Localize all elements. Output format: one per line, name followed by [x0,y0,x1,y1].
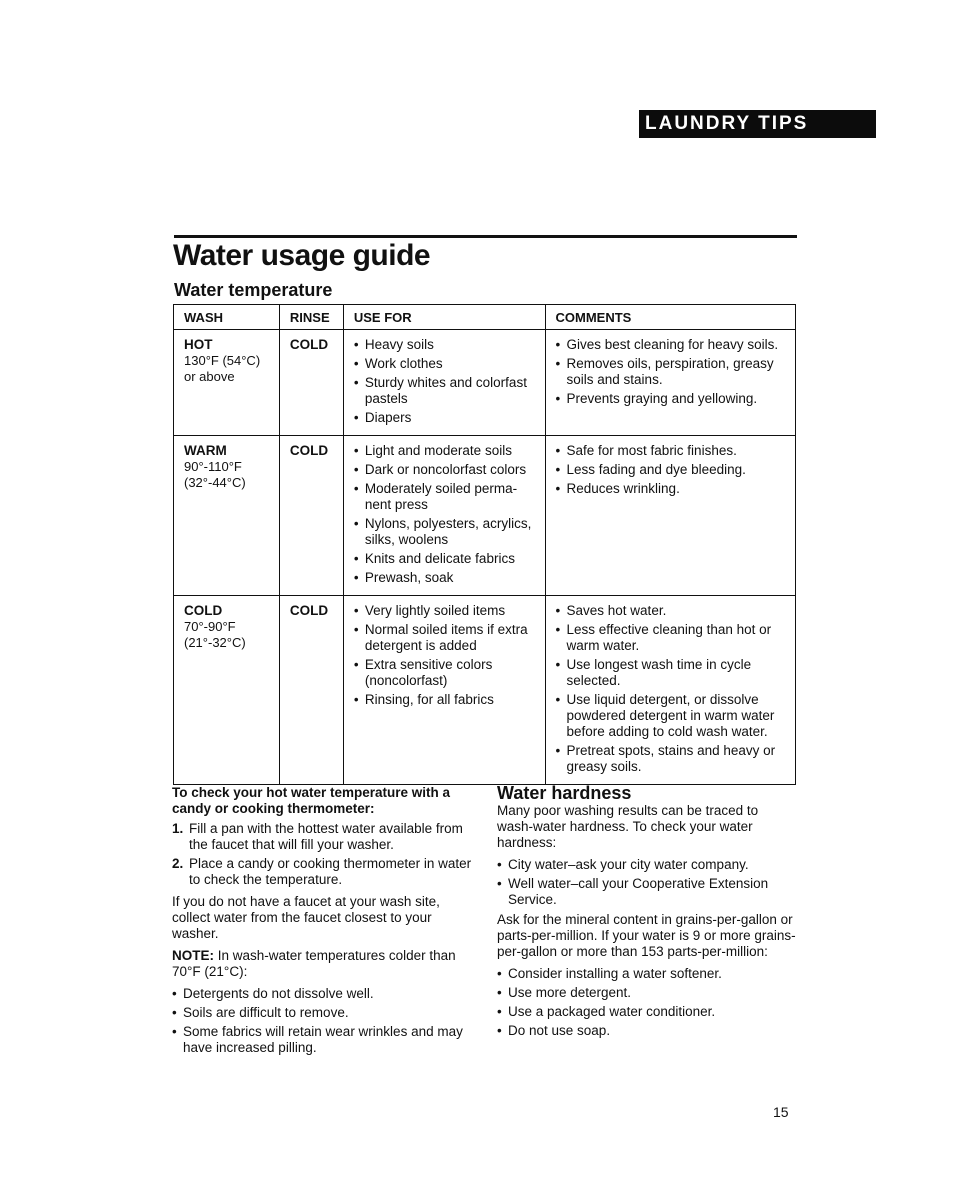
step-text: Fill a pan with the hottest water available from the faucet that will fill your washer. [189,821,463,852]
list-item: • Detergents do not dissolve well. [172,986,472,1002]
table-row [174,330,796,436]
step-text: Place a candy or cooking thermometer in water to check the temperature. [189,856,472,887]
wash-cell [174,596,280,785]
list-item: • City water–ask your city water company. [497,857,797,873]
step-number: 1. [172,821,184,836]
list-item: • Soils are difficult to remove. [172,1005,472,1021]
hardness-intro: Many poor washing results can be traced to wash-water hardness. To check your water hardness: [497,803,759,850]
list-item: • Do not use soap. [497,1023,797,1039]
table-body [174,330,796,785]
table-header-row [174,305,796,330]
cold-water-effects-list [172,986,472,1056]
comments-list [556,337,787,407]
comment-item: • Less effective cleaning than hot or warm water. [556,622,787,654]
hardness-remedy-list [497,966,797,1039]
use-for-item: • Work clothes [354,356,537,372]
header-wash: WASH [174,305,280,330]
wash-name: HOT [184,337,213,352]
page-title: Water usage guide [173,239,431,272]
comments-list [556,603,787,775]
thermometer-step [172,821,472,853]
section-subtitle: Water temperature [174,280,333,300]
use-for-cell [343,596,545,785]
use-for-item: • Heavy soils [354,337,537,353]
comment-item: • Reduces wrinkling. [556,481,787,497]
water-hardness-heading: Water hardness [497,783,632,803]
note-text: In wash-water temperatures colder than 70°F (21°C): [172,948,456,979]
comment-item: • Pretreat spots, stains and heavy or greasy soils. [556,743,787,775]
hardness-check-list [497,857,797,908]
use-for-item: • Nylons, polyesters, acrylics, silks, woolens [354,516,537,548]
comment-item: • Use liquid detergent, or dissolve powdered detergent in warm water before adding to cold wash water. [556,692,787,740]
comments-list [556,443,787,497]
use-for-item: • Light and moderate soils [354,443,537,459]
comments-cell [545,436,795,596]
use-for-item: • Normal soiled items if extra detergent is added [354,622,537,654]
header-comments: COMMENTS [545,305,795,330]
section-banner: LAUNDRY TIPS [639,110,876,138]
use-for-item: • Prewash, soak [354,570,537,586]
wash-name: WARM [184,443,227,458]
water-temperature-table [173,304,796,785]
wash-temperature: 90°-110°F (32°-44°C) [184,459,246,490]
comment-item: • Safe for most fabric finishes. [556,443,787,459]
comment-item: • Less fading and dye bleeding. [556,462,787,478]
use-for-item: • Rinsing, for all fabrics [354,692,537,708]
rinse-cell: COLD [279,436,343,596]
table-row [174,436,796,596]
list-item: • Use more detergent. [497,985,797,1001]
use-for-list [354,337,537,426]
comments-cell [545,596,795,785]
step-number: 2. [172,856,184,871]
faucet-paragraph: If you do not have a faucet at your wash site, collect water from the faucet closest to your washer. [172,894,440,941]
comment-item: • Saves hot water. [556,603,787,619]
rinse-cell: COLD [279,596,343,785]
table-row [174,596,796,785]
use-for-item: • Moderately soiled perma-nent press [354,481,537,513]
use-for-list [354,603,537,708]
mineral-paragraph: Ask for the mineral content in grains-per-gallon or parts-per-million. If your water is 9 or more grains-per-gallon or more than 153 parts-per-million: [497,912,796,959]
comment-item: • Gives best cleaning for heavy soils. [556,337,787,353]
rinse-cell: COLD [279,330,343,436]
wash-name: COLD [184,603,223,618]
use-for-item: • Very lightly soiled items [354,603,537,619]
wash-temperature: 130°F (54°C) or above [184,353,261,384]
header-rinse: RINSE [279,305,343,330]
comment-item: • Use longest wash time in cycle selected. [556,657,787,689]
thermometer-section [172,785,472,1059]
use-for-cell [343,436,545,596]
use-for-item: • Sturdy whites and colorfast pastels [354,375,537,407]
wash-cell [174,330,280,436]
list-item: • Consider installing a water softener. [497,966,797,982]
header-use-for: USE FOR [343,305,545,330]
use-for-list [354,443,537,586]
comment-item: • Prevents graying and yellowing. [556,391,787,407]
thermometer-step [172,856,472,888]
list-item: • Some fabrics will retain wear wrinkles and may have increased pilling. [172,1024,472,1056]
note-label: NOTE: [172,948,214,963]
comments-cell [545,330,795,436]
water-hardness-section [497,785,797,1042]
wash-temperature: 70°-90°F (21°-32°C) [184,619,246,650]
list-item: • Use a packaged water conditioner. [497,1004,797,1020]
thermometer-steps [172,821,472,888]
note-paragraph [172,948,472,980]
wash-cell [174,436,280,596]
use-for-item: • Diapers [354,410,537,426]
use-for-item: • Knits and delicate fabrics [354,551,537,567]
list-item: • Well water–call your Cooperative Extension Service. [497,876,797,908]
thermometer-lead: To check your hot water temperature with a candy or cooking thermometer: [172,785,451,816]
use-for-item: • Dark or noncolorfast colors [354,462,537,478]
page-number: 15 [773,1104,789,1120]
use-for-cell [343,330,545,436]
title-rule [174,235,797,238]
comment-item: • Removes oils, perspiration, greasy soils and stains. [556,356,787,388]
use-for-item: • Extra sensitive colors (noncolorfast) [354,657,537,689]
